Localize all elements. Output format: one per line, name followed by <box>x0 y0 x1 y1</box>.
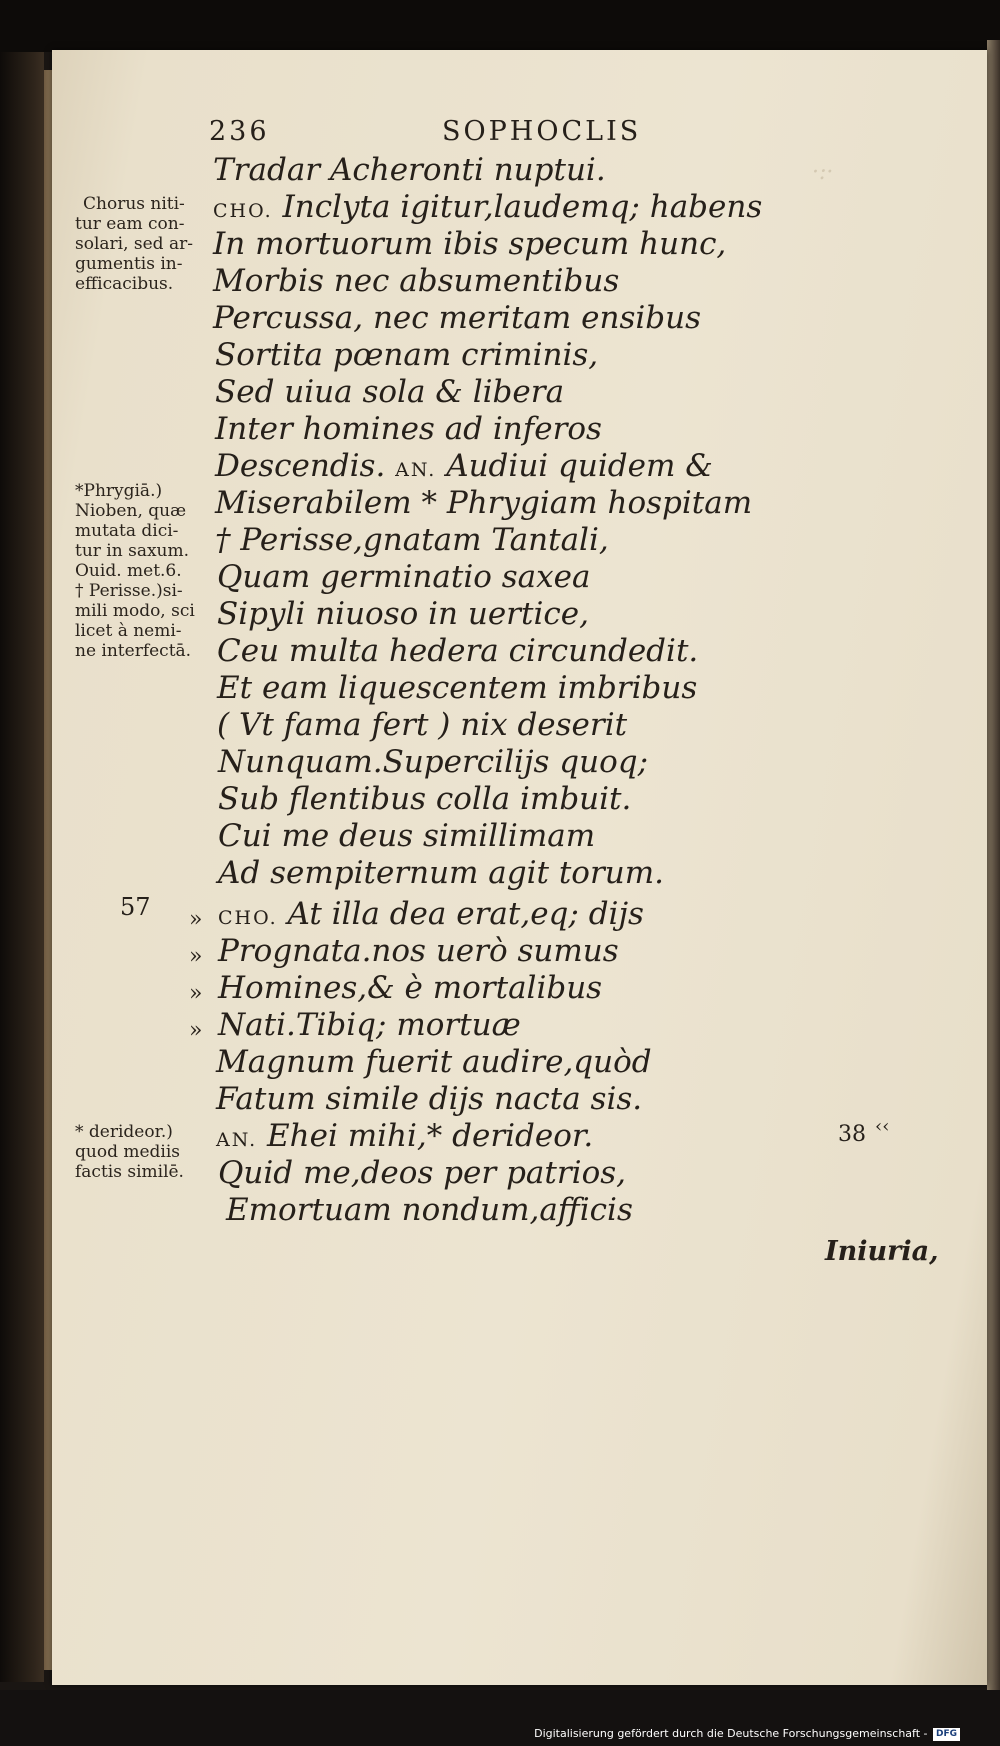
verse-line: Magnum fuerit audire,quòd <box>216 1044 652 1080</box>
page-right-edge <box>987 40 1000 1690</box>
verse-line: Inter homines ad inferos <box>215 411 602 447</box>
verse-line: Cui me deus simillimam <box>218 818 596 854</box>
verse-line <box>218 897 644 935</box>
verse-line: Homines,& è mortalibus <box>218 970 603 1006</box>
note-line: licet à nemi- <box>75 621 182 641</box>
quote-mark: » <box>189 1018 203 1043</box>
running-title: SOPHOCLIS <box>442 116 642 147</box>
marginal-note <box>75 1122 184 1182</box>
note-line: Ouid. met.6. <box>75 561 182 581</box>
verse-line: In mortuorum ibis specum hunc, <box>213 226 727 262</box>
verse-line <box>213 190 762 228</box>
verse-line: Sed uiua sola & libera <box>215 374 565 410</box>
verse-line: † Perisse,gnatam Tantali, <box>215 522 609 558</box>
book-cover-edge <box>0 52 44 1682</box>
speaker-label: CHO. <box>218 907 278 929</box>
verse-line: Sub flentibus colla imbuit. <box>218 781 632 817</box>
verse-line: Morbis nec absumentibus <box>213 263 620 299</box>
speaker-label: AN. <box>395 459 437 481</box>
verse-line: Quid me,deos per patrios, <box>218 1155 627 1191</box>
note-line: solari, sed ar- <box>75 234 193 254</box>
verse-line: ( Vt fama fert ) nix deserit <box>217 707 628 743</box>
note-line: tur eam con- <box>75 214 185 234</box>
note-line: quod mediis <box>75 1142 181 1162</box>
note-line: Nioben, quæ <box>75 501 187 521</box>
verse-line: Quam germinatio saxea <box>217 559 591 595</box>
note-line: * derideor.) <box>75 1122 173 1142</box>
marginal-note <box>75 481 195 661</box>
quote-mark: » <box>189 944 203 969</box>
quote-mark: » <box>189 907 203 932</box>
verse-line: Sipyli niuoso in uertice, <box>217 596 589 632</box>
verse-line <box>215 449 713 487</box>
verse-text: Audiui quidem & <box>446 448 713 484</box>
book-page <box>52 50 987 1685</box>
marginal-note <box>75 194 193 294</box>
dfg-logo-icon: DFG <box>933 1728 960 1741</box>
verse-text: Ehei mihi,* derideor. <box>267 1118 594 1154</box>
note-line: efficacibus. <box>75 274 174 294</box>
note-line: mili modo, sci <box>75 601 195 621</box>
quote-mark: » <box>189 981 203 1006</box>
verse-line: Ceu multa hedera circundedit. <box>217 633 699 669</box>
footer-text: Digitalisierung gefördert durch die Deutsche Forschungsgemeinschaft - <box>534 1727 928 1740</box>
verse-line: Emortuam nondum,afficis <box>226 1192 633 1228</box>
verse-line: Prognata.nos uerò sumus <box>218 933 619 969</box>
footer-credit <box>534 1725 960 1743</box>
note-line: † Perisse.)si- <box>75 581 183 601</box>
verse-line: Sortita pœnam criminis, <box>215 337 599 373</box>
verse-line <box>216 1119 593 1157</box>
note-line: factis similē. <box>75 1162 184 1182</box>
margin-mark-right: ‹‹ <box>875 1116 890 1137</box>
margin-number-right: 38 <box>838 1122 866 1147</box>
speaker-label: AN. <box>216 1129 258 1151</box>
note-line: mutata dici- <box>75 521 179 541</box>
speaker-label: CHO. <box>213 200 273 222</box>
note-line: gumentis in- <box>75 254 183 274</box>
verse-line: Nati.Tibiq; mortuæ <box>218 1007 521 1043</box>
note-line: Chorus niti- <box>83 194 185 214</box>
verse-text: At illa dea erat,eq; dijs <box>287 896 644 932</box>
page-number: 236 <box>209 116 270 147</box>
verse-text: Inclyta igitur,laudemq; habens <box>282 189 763 225</box>
verse-line: Percussa, nec meritam ensibus <box>213 300 702 336</box>
scan-top-shadow <box>0 0 1000 52</box>
note-line: *Phrygiā.) <box>75 481 163 501</box>
note-line: ne interfectā. <box>75 641 192 661</box>
verse-text: Descendis. <box>215 448 386 484</box>
bleed-through-text: ·:· <box>812 160 834 185</box>
note-line: tur in saxum. <box>75 541 190 561</box>
catchword: Iniuria, <box>825 1236 939 1267</box>
verse-line: Nunquam.Supercilijs quoq; <box>218 744 649 780</box>
verse-line: Ad sempiternum agit torum. <box>218 855 665 891</box>
margin-number-left: 57 <box>120 893 151 921</box>
verse-line: Et eam liquescentem imbribus <box>217 670 698 706</box>
verse-line: Fatum simile dijs nacta sis. <box>216 1081 643 1117</box>
verse-line: Tradar Acheronti nuptui. <box>213 152 606 188</box>
verse-line: Miserabilem * Phrygiam hospitam <box>215 485 753 521</box>
